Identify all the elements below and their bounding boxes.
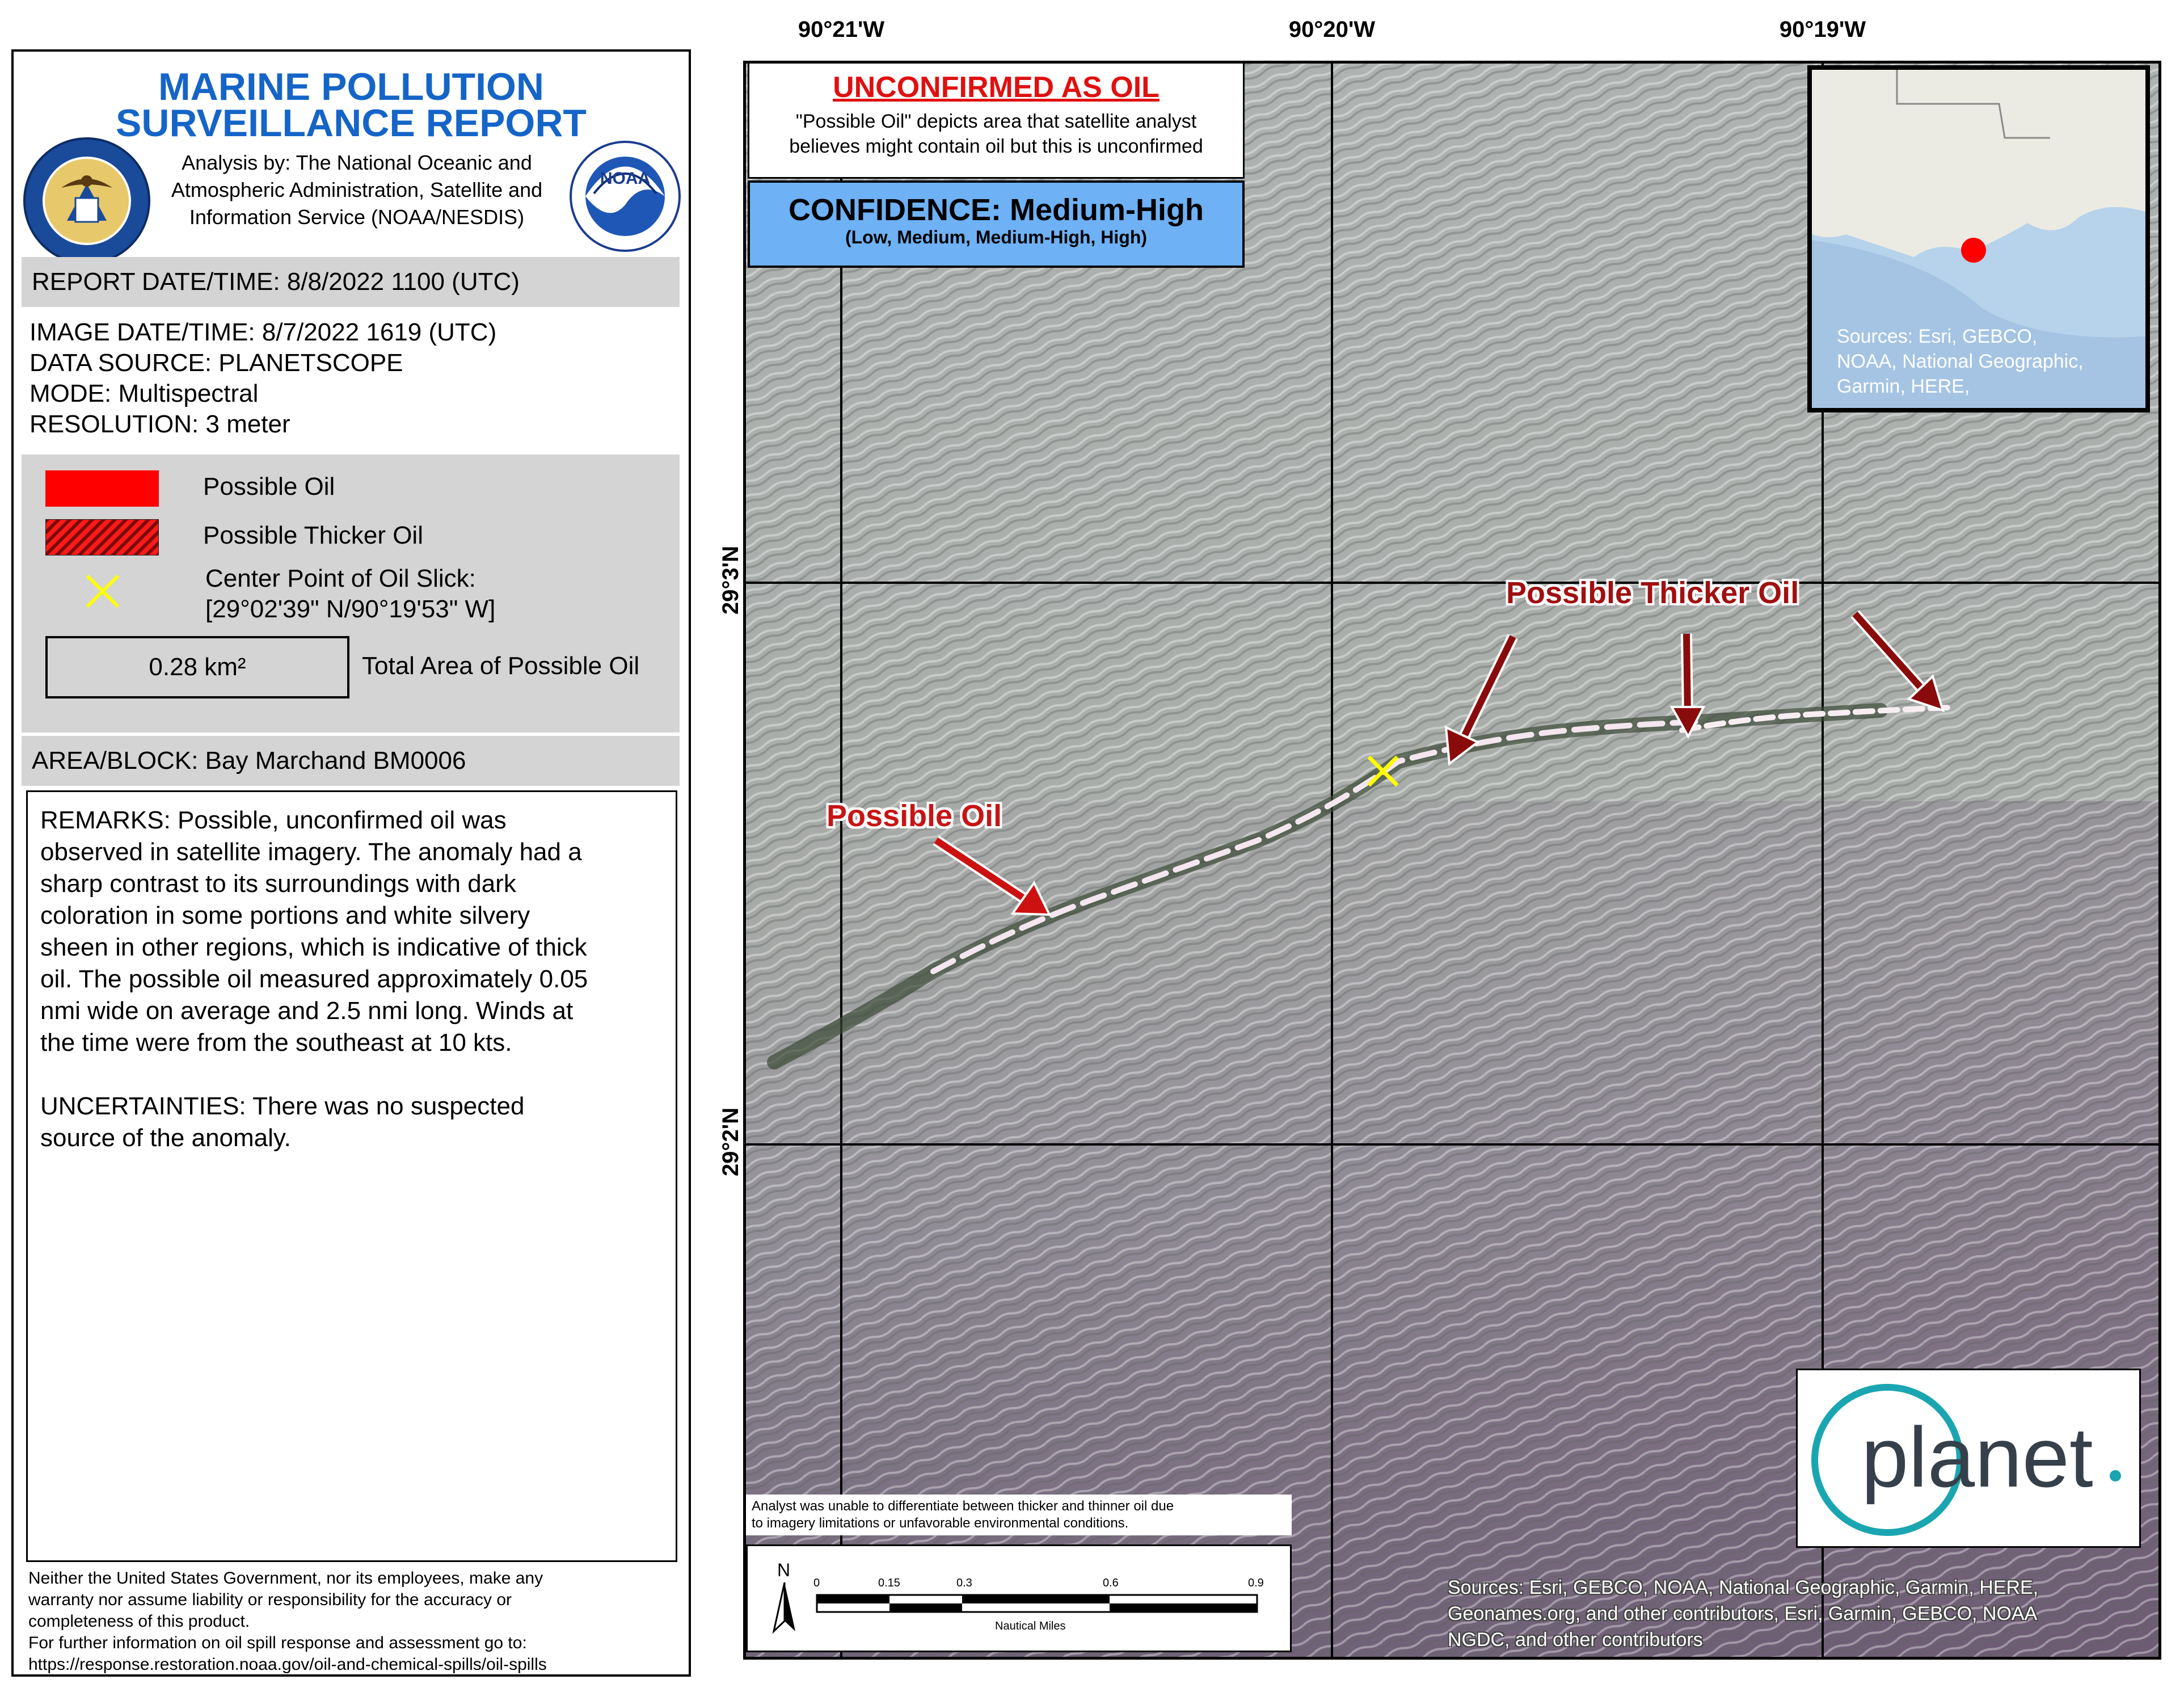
lat-label-29-3: 29°3'N bbox=[718, 545, 744, 615]
remarks-line: sharp contrast to its surroundings with dark bbox=[40, 870, 516, 898]
scale-units: Nautical Miles bbox=[995, 1620, 1066, 1632]
analyst-note-line: to imagery limitations or unfavorable environmental conditions. bbox=[752, 1516, 1129, 1531]
sources-line: Sources: Esri, GEBCO, NOAA, National Geographic, Garmin, HERE, bbox=[1448, 1577, 2039, 1598]
disclaimer-line: For further information on oil spill response and assessment go to: bbox=[28, 1634, 527, 1652]
possible-oil-swatch bbox=[45, 470, 159, 507]
scale-bar bbox=[816, 1594, 1258, 1613]
planet-wordmark: planet bbox=[1861, 1409, 2093, 1505]
legend-center-point-label: Center Point of Oil Slick: bbox=[205, 565, 476, 592]
legend-center-point-coords: [29°02'39" N/90°19'53" W] bbox=[205, 595, 496, 623]
analysis-line: Atmospheric Administration, Satellite and bbox=[171, 178, 543, 201]
north-arrow-icon bbox=[770, 1580, 799, 1637]
legend-thicker-oil: Possible Thicker Oil bbox=[203, 521, 423, 549]
image-datetime: IMAGE DATE/TIME: 8/7/2022 1619 (UTC) bbox=[29, 318, 497, 346]
area-block: AREA/BLOCK: Bay Marchand BM0006 bbox=[22, 736, 680, 786]
scale-tick-0: 0 bbox=[813, 1577, 820, 1589]
legend-panel bbox=[22, 454, 680, 733]
remarks-line: sheen in other regions, which is indicative of thick bbox=[40, 933, 587, 961]
mode: MODE: Multispectral bbox=[29, 380, 259, 407]
analysis-by bbox=[150, 149, 564, 231]
unconfirmed-notice bbox=[748, 62, 1245, 179]
scale-tick-09: 0.9 bbox=[1248, 1577, 1264, 1589]
data-source: DATA SOURCE: PLANETSCOPE bbox=[29, 349, 403, 377]
lat-label-29-2: 29°2'N bbox=[718, 1107, 744, 1177]
planet-dot-icon bbox=[2110, 1470, 2121, 1481]
analyst-note bbox=[746, 1495, 1292, 1535]
center-point-icon bbox=[84, 573, 121, 610]
disclaimer-url[interactable]: https://response.restoration.noaa.gov/oil-and-chemical-spills/oil-spills bbox=[28, 1655, 547, 1674]
inset-sources-line: NOAA, National Geographic, bbox=[1837, 351, 2084, 372]
report-title-line1: MARINE POLLUTION bbox=[158, 65, 544, 108]
analysis-line: Information Service (NOAA/NESDIS) bbox=[189, 205, 525, 229]
remarks-line: REMARKS: Possible, unconfirmed oil was bbox=[40, 806, 507, 834]
locator-inset-map bbox=[1807, 65, 2150, 412]
thicker-oil-swatch bbox=[45, 519, 159, 555]
scale-tick-015: 0.15 bbox=[878, 1577, 900, 1589]
confidence-title: CONFIDENCE: Medium-High bbox=[789, 193, 1204, 227]
remarks-line: oil. The possible oil measured approximately 0.05 bbox=[40, 965, 588, 993]
planet-logo bbox=[1796, 1369, 2141, 1548]
map-sources bbox=[1448, 1575, 2151, 1653]
unconfirmed-line: "Possible Oil" depicts area that satellite analyst bbox=[795, 111, 1197, 132]
unconfirmed-title: UNCONFIRMED AS OIL bbox=[833, 71, 1160, 104]
scale-bar-box bbox=[746, 1544, 1292, 1652]
disclaimer-line: warranty nor assume liability or responsibility for the accuracy or bbox=[28, 1590, 512, 1609]
scale-tick-03: 0.3 bbox=[956, 1577, 972, 1589]
disclaimer-line: completeness of this product. bbox=[28, 1612, 250, 1631]
remarks-line: nmi wide on average and 2.5 nmi long. Winds at bbox=[40, 997, 574, 1025]
commerce-seal-logo bbox=[22, 136, 152, 266]
remarks-line: coloration in some portions and white silvery bbox=[40, 902, 530, 929]
inset-sources-line: Sources: Esri, GEBCO, bbox=[1837, 326, 2038, 347]
sources-line: NGDC, and other contributors bbox=[1448, 1629, 1703, 1651]
report-datetime: REPORT DATE/TIME: 8/8/2022 1100 (UTC) bbox=[22, 257, 680, 307]
uncertainties-line: source of the anomaly. bbox=[40, 1124, 291, 1152]
total-area-label: Total Area of Possible Oil bbox=[362, 652, 640, 680]
noaa-logo bbox=[568, 140, 682, 253]
callout-thicker-oil: Possible Thicker Oil bbox=[1506, 576, 1799, 610]
lon-label-90-20: 90°20'W bbox=[1288, 17, 1376, 42]
scale-tick-06: 0.6 bbox=[1103, 1577, 1119, 1589]
disclaimer bbox=[28, 1568, 681, 1676]
remarks-spacer bbox=[40, 1059, 663, 1091]
sources-line: Geonames.org, and other contributors, Esri, Garmin, GEBCO, NOAA bbox=[1448, 1603, 2038, 1624]
uncertainties-line: UNCERTAINTIES: There was no suspected bbox=[40, 1092, 525, 1120]
legend-possible-oil: Possible Oil bbox=[203, 473, 335, 500]
remarks-line: the time were from the southeast at 10 kts. bbox=[40, 1029, 512, 1056]
lon-label-90-21: 90°21'W bbox=[798, 17, 885, 42]
analysis-line: Analysis by: The National Oceanic and bbox=[182, 151, 532, 174]
report-title-line2: SURVEILLANCE REPORT bbox=[116, 102, 587, 145]
inset-sources bbox=[1837, 324, 2084, 399]
callout-possible-oil: Possible Oil bbox=[827, 799, 1002, 833]
disclaimer-line: Neither the United States Government, nor its employees, make any bbox=[28, 1569, 543, 1588]
north-label: N bbox=[777, 1560, 791, 1580]
analyst-note-line: Analyst was unable to differentiate between thicker and thinner oil due bbox=[752, 1498, 1174, 1514]
confidence-scale: (Low, Medium, Medium-High, High) bbox=[845, 227, 1148, 247]
report-panel bbox=[11, 49, 691, 1677]
location-dot bbox=[1961, 238, 1986, 263]
resolution: RESOLUTION: 3 meter bbox=[29, 410, 290, 438]
noaa-logo-text: NOAA bbox=[600, 169, 651, 188]
lon-label-90-19: 90°19'W bbox=[1779, 17, 1866, 42]
unconfirmed-line: believes might contain oil but this is unconfirmed bbox=[789, 136, 1203, 157]
inset-sources-line: Garmin, HERE, bbox=[1837, 376, 1970, 397]
remarks-box bbox=[26, 790, 677, 1562]
total-area-value: 0.28 km² bbox=[45, 636, 349, 698]
remarks-line: observed in satellite imagery. The anomaly had a bbox=[40, 838, 582, 866]
confidence-box bbox=[748, 180, 1245, 268]
